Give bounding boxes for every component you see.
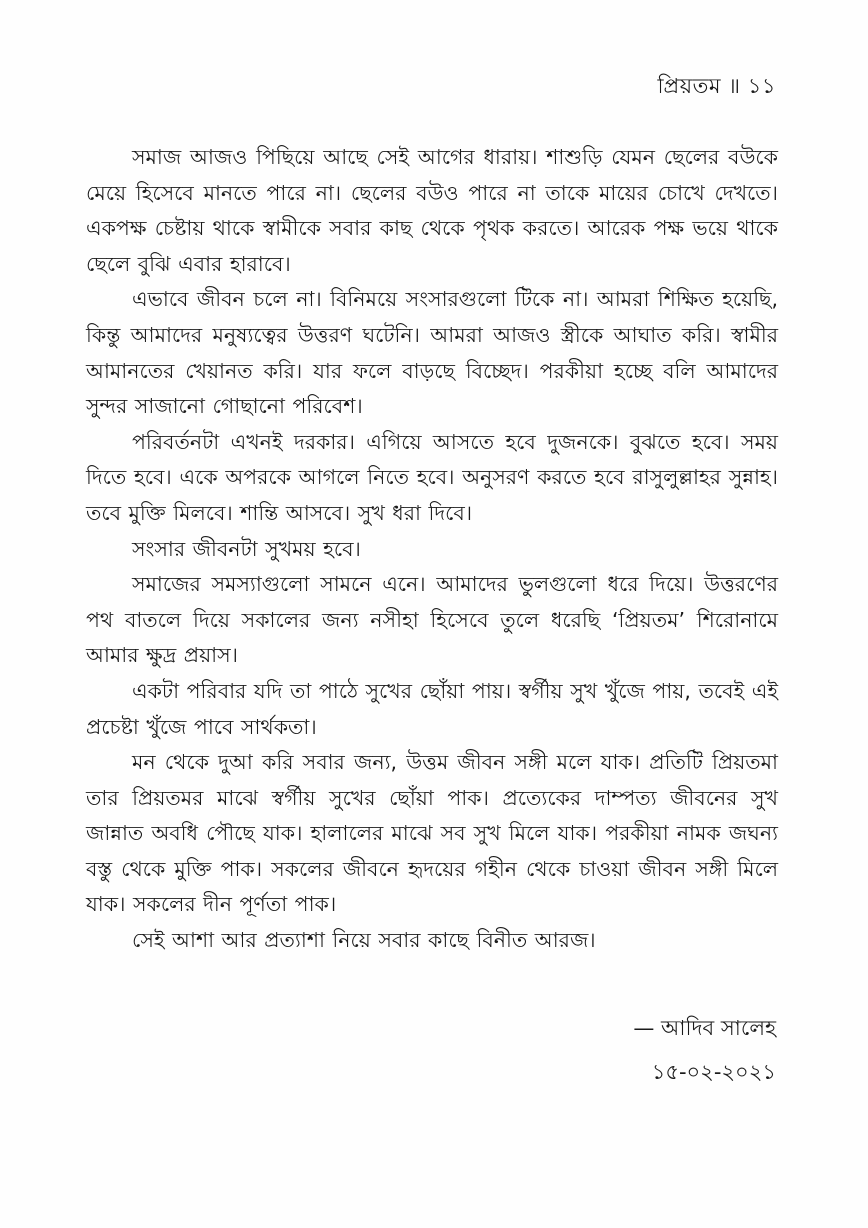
date: ১৫-০২-২০২১: [651, 1060, 776, 1084]
author-signature: — আদিব সালেহ: [633, 1016, 776, 1040]
paragraph: এভাবে জীবন চলে না। বিনিময়ে সংসারগুলো টিকে না। আমরা শিক্ষিত হয়েছি, কিন্তু আমাদের মনুষ্যত্বের উত্তরণ ঘটেনি। আমরা আজও স্ত্রীকে আঘাত করি। স্বামীর আমানতের খেয়ানত করি। যার ফলে বাড়ছে বিচ্ছেদ। পরকীয়া হচ্ছে বলি আমাদের সুন্দর সাজানো গোছানো পরিবেশ।: [86, 287, 778, 419]
paragraph: সমাজ আজও পিছিয়ে আছে সেই আগের ধারায়। শাশুড়ি যেমন ছেলের বউকে মেয়ে হিসেবে মানতে পারে না। ছেলের বউও পারে না তাকে মায়ের চোখে দেখতে। একপক্ষ চেষ্টায় থাকে স্বামীকে সবার কাছ থেকে পৃথক করতে। আরেক পক্ষ ভয়ে থাকে ছেলে বুঝি এবার হারাবে।: [86, 145, 778, 276]
running-head: প্রিয়তম ॥ ১১: [657, 74, 776, 98]
paragraph: সেই আশা আর প্রত্যাশা নিয়ে সবার কাছে বিনীত আরজ।: [132, 928, 596, 953]
paragraph: সংসার জীবনটা সুখময় হবে।: [132, 536, 361, 561]
paragraph: সমাজের সমস্যাগুলো সামনে এনে। আমাদের ভুলগুলো ধরে দিয়ে। উত্তরণের পথ বাতলে দিয়ে সকালের জন্য নসীহা হিসেবে তুলে ধরেছি ‘প্রিয়তম’ শিরোনামে আমার ক্ষুদ্র প্রয়াস।: [86, 572, 778, 668]
paragraph: একটা পরিবার যদি তা পাঠে সুখের ছোঁয়া পায়। স্বর্গীয় সুখ খুঁজে পায়, তবেই এই প্রচেষ্টা খুঁজে পাবে সার্থকতা।: [86, 678, 778, 739]
paragraph: পরিবর্তনটা এখনই দরকার। এগিয়ে আসতে হবে দুজনকে। বুঝতে হবে। সময় দিতে হবে। একে অপরকে আগলে নিতে হবে। অনুসরণ করতে হবে রাসুলুল্লাহর সুন্নাহ। তবে মুক্তি মিলবে। শান্তি আসবে। সুখ ধরা দিবে।: [86, 429, 778, 525]
paragraph: মন থেকে দুআ করি সবার জন্য, উত্তম জীবন সঙ্গী মলে যাক। প্রতিটি প্রিয়তমা তার প্রিয়তমর মাঝে স্বর্গীয় সুখের ছোঁয়া পাক। প্রত্যেকের দাম্পত্য জীবনের সুখ জান্নাত অবধি পৌছে যাক। হালালের মাঝে সব সুখ মিলে যাক। পরকীয়া নামক জঘন্য বস্তু থেকে মুক্তি পাক। সকলের জীবনে হৃদয়ের গহীন থেকে চাওয়া জীবন সঙ্গী মিলে যাক। সকলের দীন পূর্ণতা পাক।: [86, 750, 778, 917]
body-text: [86, 140, 778, 959]
